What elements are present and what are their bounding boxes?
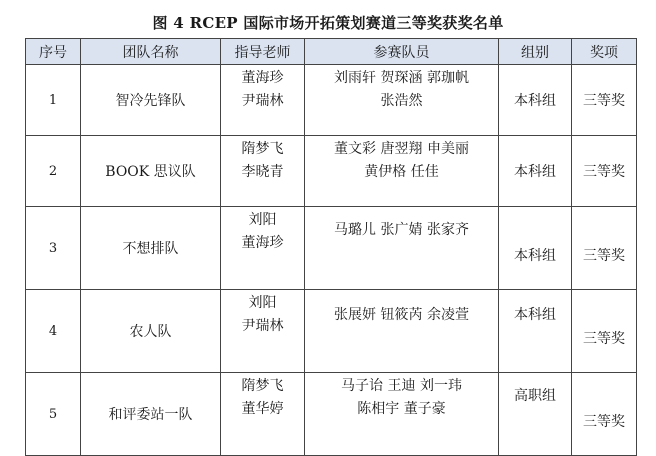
award-table	[25, 38, 637, 456]
table-row	[26, 136, 637, 207]
table-row	[26, 373, 637, 456]
header-group: 组别	[499, 39, 572, 65]
advisor-cell	[221, 136, 305, 207]
group-cell: 本科组	[499, 65, 572, 136]
team-name: 和评委站一队	[81, 373, 221, 456]
award-cell: 三等奖	[572, 136, 637, 207]
members-cell	[305, 373, 499, 456]
table-header-row	[26, 39, 637, 65]
members-cell	[305, 136, 499, 207]
team-name: 不想排队	[81, 207, 221, 290]
members-line: 黄伊格 任佳	[364, 164, 439, 180]
members-line: 刘雨轩 贺琛涵 郭珈帆	[334, 70, 469, 86]
group-cell: 本科组	[499, 136, 572, 207]
group-cell: 本科组	[499, 207, 572, 290]
members-line: 马璐儿 张广婧 张家齐	[334, 222, 469, 238]
team-name: 智冷先锋队	[81, 65, 221, 136]
award-cell: 三等奖	[572, 65, 637, 136]
group-cell: 高职组	[499, 373, 572, 456]
advisor-name: 尹瑞林	[241, 318, 284, 334]
advisor-cell	[221, 65, 305, 136]
header-team-name: 团队名称	[81, 39, 221, 65]
table-title: 图 4 RCEP 国际市场开拓策划赛道三等奖获奖名单	[152, 14, 504, 32]
table-row	[26, 207, 637, 290]
advisor-name: 刘阳	[248, 295, 277, 311]
header-award: 奖项	[572, 39, 637, 65]
members-line: 马子诒 王迪 刘一玮	[341, 378, 462, 394]
header-advisor: 指导老师	[221, 39, 305, 65]
members-line: 董文彩 唐翌翔 申美丽	[334, 141, 469, 157]
advisor-name: 李晓青	[241, 164, 284, 180]
award-cell: 三等奖	[572, 373, 637, 456]
advisor-name: 隋梦飞	[241, 378, 284, 394]
group-cell: 本科组	[499, 290, 572, 373]
advisor-name: 刘阳	[248, 212, 277, 228]
advisor-cell	[221, 207, 305, 290]
advisor-name: 尹瑞林	[241, 93, 284, 109]
team-name: BOOK 思议队	[81, 136, 221, 207]
advisor-name: 隋梦飞	[241, 141, 284, 157]
members-cell	[305, 207, 499, 290]
advisor-name: 董海珍	[241, 235, 284, 251]
members-line: 张展妍 钮筱芮 余凌萱	[334, 307, 469, 323]
award-cell: 三等奖	[572, 207, 637, 290]
table-row	[26, 290, 637, 373]
members-cell	[305, 290, 499, 373]
advisor-cell	[221, 290, 305, 373]
row-index: 5	[26, 373, 81, 456]
award-cell: 三等奖	[572, 290, 637, 373]
row-index: 1	[26, 65, 81, 136]
table-row	[26, 65, 637, 136]
team-name: 农人队	[81, 290, 221, 373]
row-index: 4	[26, 290, 81, 373]
advisor-cell	[221, 373, 305, 456]
members-cell	[305, 65, 499, 136]
row-index: 3	[26, 207, 81, 290]
advisor-name: 董海珍	[241, 70, 284, 86]
advisor-name: 董华婷	[241, 401, 284, 417]
header-index: 序号	[26, 39, 81, 65]
members-line: 陈相宇 董子豪	[357, 401, 446, 417]
header-members: 参赛队员	[305, 39, 499, 65]
row-index: 2	[26, 136, 81, 207]
members-line: 张浩然	[380, 93, 423, 109]
